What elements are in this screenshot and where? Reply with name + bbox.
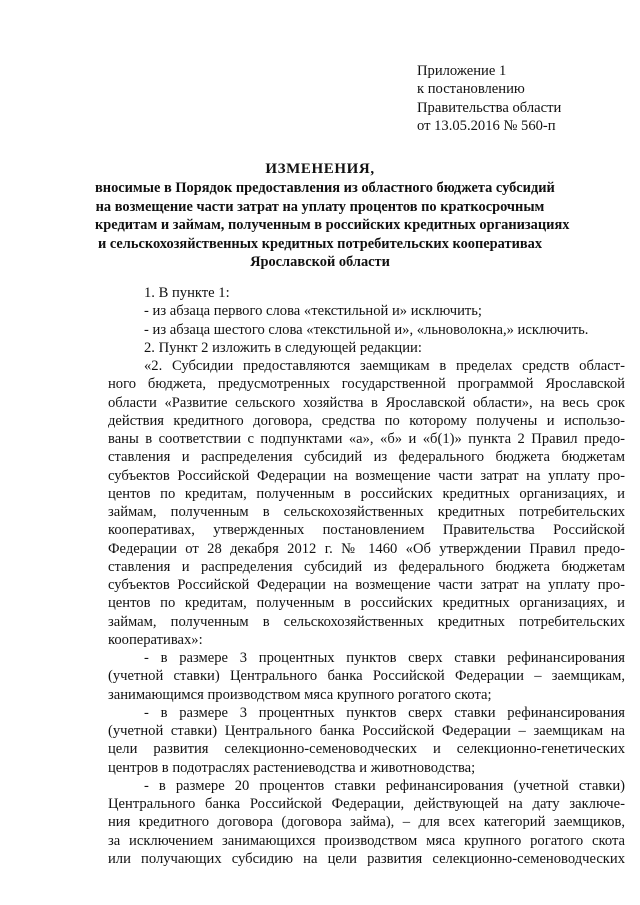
body-line: - в размере 3 процентных пунктов сверх ставки рефинансирования <box>144 704 625 721</box>
body-line: действия кредитного договора, средства по которому получены и использо- <box>108 412 625 429</box>
annex-block <box>417 62 617 135</box>
document-title: ИЗМЕНЕНИЯ, <box>265 161 375 177</box>
heading-line: и сельскохозяйственных кредитных потребительских кооперативах <box>97 235 543 252</box>
body-line: кооперативах, утвержденных постановлением Правительства Российской <box>108 522 625 539</box>
body-line: 1. В пункте 1: <box>144 285 230 301</box>
heading-line: на возмещение части затрат на уплату процентов по краткосрочным <box>95 198 545 215</box>
body-line: субъектов Российской Федерации на возмещение части затрат на уплату про- <box>108 467 625 484</box>
body-line: субъектов Российской Федерации на возмещение части затрат на уплату про- <box>108 577 625 593</box>
document-heading <box>95 160 570 271</box>
body-line: области «Развитие сельского хозяйства в Ярославской области», на весь срок <box>108 394 625 411</box>
body-line: Федерации от 28 декабря 2012 г. № 1460 «Об утверждении Правил предо- <box>108 540 625 557</box>
annex-line: к постановлению <box>417 81 525 98</box>
body-line: «2. Субсидии предоставляются заемщикам в пределах средств област- <box>144 358 625 374</box>
body-line: (учетной ставки) Центрального банка Российской Федерации – заемщикам, <box>108 668 625 685</box>
heading-line: кредитам и займам, полученным в российских кредитных организациях <box>95 217 570 234</box>
body-line: центров в подотраслях растениеводства и животноводства; <box>108 759 476 776</box>
body-line: - из абзаца первого слова «текстильной и» исключить; <box>144 303 482 320</box>
body-line: ставления и распределения субсидий из федерального бюджета бюджетам <box>108 449 625 466</box>
body-line: занимающимся производством мяса крупного рогатого скота; <box>108 686 492 703</box>
body-line: кооперативах»: <box>108 631 203 648</box>
annex-line: Правительства области <box>417 99 562 116</box>
body-line: 2. Пункт 2 изложить в следующей редакции: <box>144 339 422 356</box>
body-line: или получающих субсидию на цели развития селекционно-семеноводческих <box>108 850 625 867</box>
body-line: - в размере 3 процентных пунктов сверх ставки рефинансирования <box>144 650 625 666</box>
body-line: центов по кредитам, полученным в российских кредитных организациях, и <box>108 595 625 612</box>
body-line: за исключением занимающихся производством мяса крупного рогатого скота <box>108 832 625 849</box>
annex-line: от 13.05.2016 № 560-п <box>417 117 556 134</box>
body-line: займам, полученным в сельскохозяйственных кредитных потребительских <box>108 613 625 630</box>
annex-line: Приложение 1 <box>417 63 507 79</box>
body-line: ного бюджета, предусмотренных государственной программой Ярославской <box>108 376 625 393</box>
body-line: центов по кредитам, полученным в российских кредитных организациях, и <box>108 485 625 502</box>
body-line: Центрального банка Российской Федерации, действующей на дату заключе- <box>108 796 625 812</box>
body-line: ваны в соответствии с подпунктами «а», «б» и «б(1)» пункта 2 Правил предо- <box>108 431 625 447</box>
body-line: (учетной ставки) Центрального банка Российской Федерации – заемщикам на <box>108 723 625 739</box>
body-line: ставления и распределения субсидий из федерального бюджета бюджетам <box>108 558 625 575</box>
body-line: ния кредитного договора (договора займа), – для всех категорий заемщиков, <box>108 814 625 831</box>
body-line: цели развития селекционно-семеноводческих и селекционно-генетических <box>108 741 625 758</box>
body-line: займам, полученным в сельскохозяйственных кредитных потребительских <box>108 504 625 520</box>
heading-line: Ярославской области <box>250 254 390 271</box>
heading-line: вносимые в Порядок предоставления из областного бюджета субсидий <box>95 180 555 197</box>
body-line: - из абзаца шестого слова «текстильной и», «льноволокна,» исключить. <box>144 321 589 338</box>
body-line: - в размере 20 процентов ставки рефинансирования (учетной ставки) <box>144 777 625 794</box>
document-body <box>108 284 625 868</box>
